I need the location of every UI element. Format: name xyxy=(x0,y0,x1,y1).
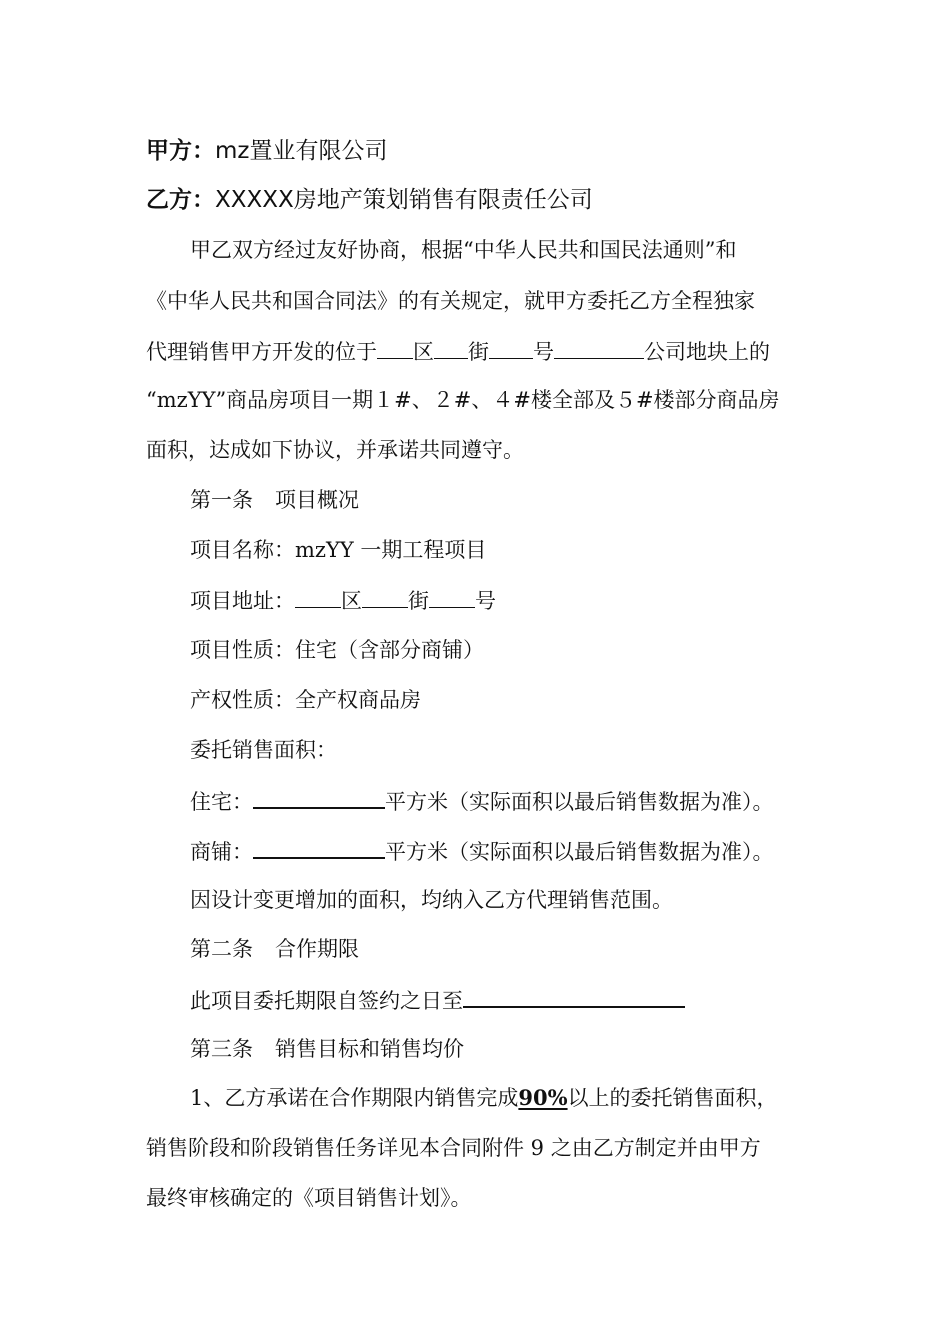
address-district: 区 xyxy=(341,589,362,613)
address-street-blank xyxy=(362,586,408,608)
party-a-line xyxy=(146,137,387,165)
address-number: 号 xyxy=(475,589,496,613)
shop-area xyxy=(190,836,774,866)
district-blank xyxy=(377,337,413,359)
project-address xyxy=(190,586,496,615)
number-blank xyxy=(489,337,533,359)
residential-area xyxy=(190,786,774,816)
project-address-label: 项目地址： xyxy=(190,589,295,613)
address-street: 街 xyxy=(408,589,429,613)
intro-street: 街 xyxy=(468,340,489,364)
company-blank xyxy=(554,337,644,359)
street-blank xyxy=(434,337,468,359)
article-1-heading-text: 项目概况 xyxy=(275,488,359,512)
article-1-heading xyxy=(190,486,359,514)
article-2-heading xyxy=(190,935,359,963)
term-end-blank xyxy=(463,985,685,1008)
sales-target-line-1 xyxy=(190,1084,778,1112)
party-a-name: mz置业有限公司 xyxy=(215,138,388,164)
cooperation-term-text: 此项目委托期限自签约之日至 xyxy=(190,989,463,1013)
party-a-label: 甲方： xyxy=(146,138,215,164)
area-label: 委托销售面积： xyxy=(190,738,337,762)
intro-location-suffix: 公司地块上的 xyxy=(644,340,770,364)
intro-line-2: 《中华人民共和国合同法》的有关规定，就甲方委托乙方全程独家 xyxy=(146,289,755,313)
shop-unit: 平方米（实际面积以最后销售数据为准）。 xyxy=(385,840,774,864)
sales-target-percent: 90% xyxy=(518,1085,568,1110)
intro-line-1: 甲乙双方经过友好协商，根据“中华人民共和国民法通则”和 xyxy=(190,238,737,262)
intro-line-5: 面积，达成如下协议，并承诺共同遵守。 xyxy=(146,438,524,462)
sales-target-prefix: 1、乙方承诺在合作期限内销售完成 xyxy=(190,1086,519,1110)
address-district-blank xyxy=(295,586,341,608)
article-2-title: 第二条 xyxy=(190,937,253,961)
article-3-heading-text: 销售目标和销售均价 xyxy=(275,1037,464,1061)
party-b-line xyxy=(146,186,593,214)
address-number-blank xyxy=(429,586,475,608)
sales-target-line-3: 最终审核确定的《项目销售计划》。 xyxy=(146,1186,472,1210)
article-2-heading-text: 合作期限 xyxy=(275,937,359,961)
residential-blank xyxy=(253,786,385,809)
intro-number: 号 xyxy=(533,340,554,364)
intro-line-4: “mzYY”商品房项目一期１#、２#、４#楼全部及５#楼部分商品房 xyxy=(146,388,780,412)
sales-target-line-2: 销售阶段和阶段销售任务详见本合同附件 9 之由乙方制定并由甲方 xyxy=(146,1136,761,1160)
intro-district: 区 xyxy=(413,340,434,364)
party-b-name: XXXXX房地产策划销售有限责任公司 xyxy=(215,187,593,213)
shop-blank xyxy=(253,836,385,859)
project-nature: 项目性质：住宅（含部分商铺） xyxy=(190,638,484,662)
design-change-note: 因设计变更增加的面积，均纳入乙方代理销售范围。 xyxy=(190,888,673,912)
residential-unit: 平方米（实际面积以最后销售数据为准）。 xyxy=(385,790,774,814)
intro-location-prefix: 代理销售甲方开发的位于 xyxy=(146,340,377,364)
residential-label: 住宅： xyxy=(190,790,253,814)
party-b-label: 乙方： xyxy=(146,187,215,213)
project-name: 项目名称：mzYY 一期工程项目 xyxy=(190,538,487,562)
article-3-heading xyxy=(190,1035,464,1063)
shop-label: 商铺： xyxy=(190,840,253,864)
article-3-title: 第三条 xyxy=(190,1037,253,1061)
article-1-title: 第一条 xyxy=(190,488,253,512)
sales-target-suffix: 以上的委托销售面积， xyxy=(567,1086,778,1110)
property-nature: 产权性质：全产权商品房 xyxy=(190,688,421,712)
cooperation-term xyxy=(190,985,685,1015)
intro-line-3 xyxy=(146,337,770,366)
